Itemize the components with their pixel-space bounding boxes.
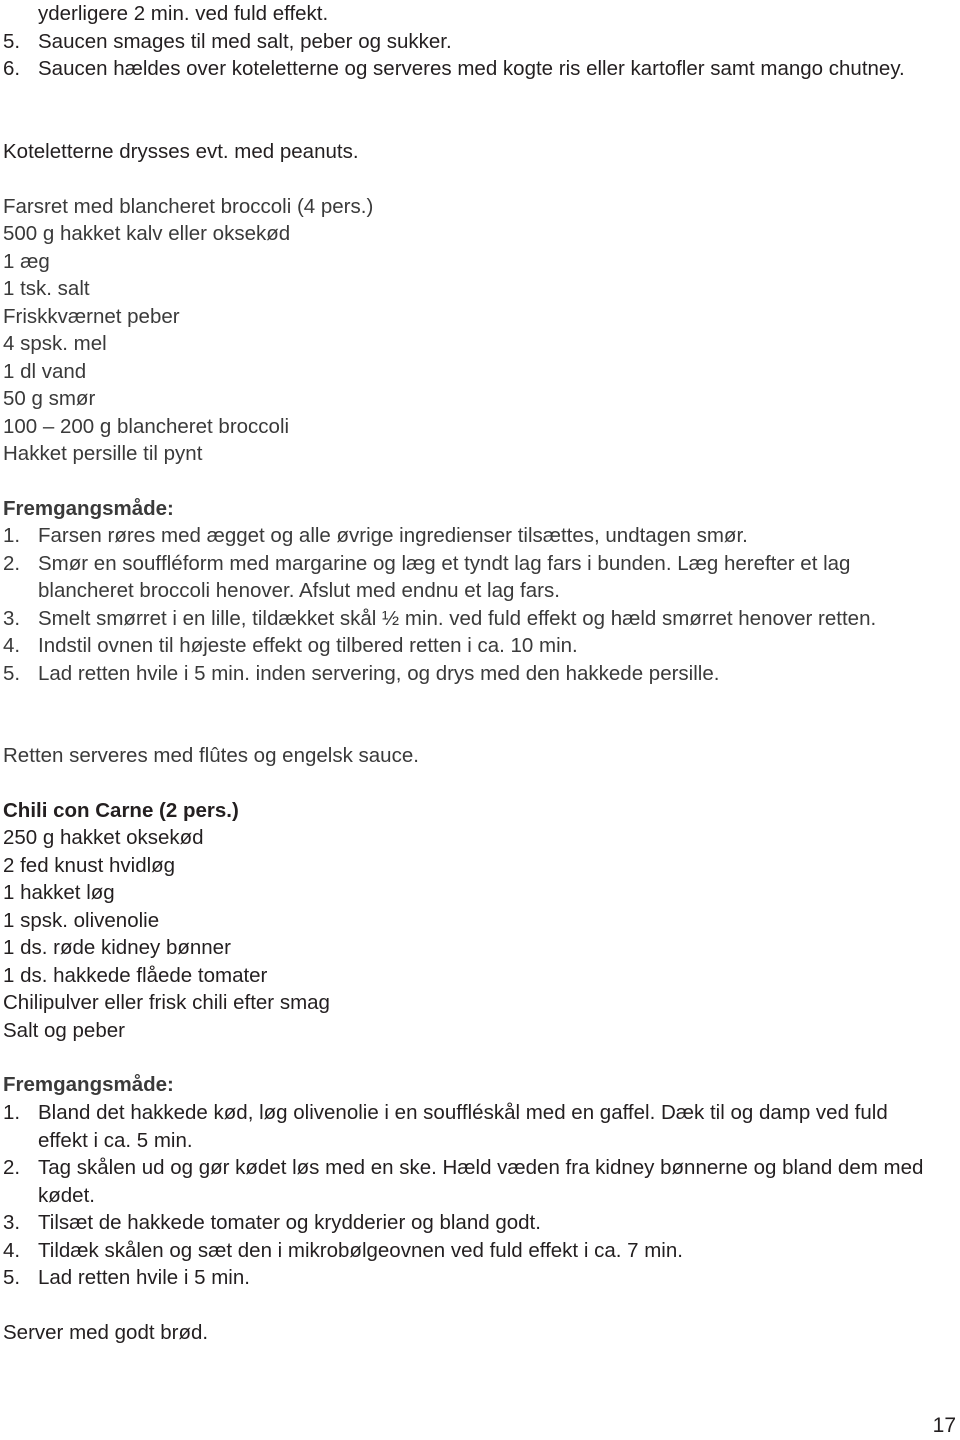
serving-note: Retten serveres med ﬂûtes og engelsk sauce. <box>3 744 419 767</box>
step-number: 2. <box>3 1156 21 1179</box>
step-text: Lad retten hvile i 5 min. <box>38 1266 250 1289</box>
list-item <box>3 1264 943 1292</box>
step-number <box>3 0 38 28</box>
step-text: Tag skålen ud og gør kødet løs med en ske. Hæld væden fra kidney bønnerne og bland dem med kødet. <box>38 1156 924 1207</box>
step-text: Smelt smørret i en lille, tildækket skål ½ min. ved fuld effekt og hæld smørret henover retten. <box>38 606 877 630</box>
method-steps <box>3 522 943 687</box>
recipe-title: Farsret med blancheret broccoli (4 pers.) <box>3 195 374 218</box>
ingredient-list <box>3 220 290 468</box>
method-heading: Fremgangsmåde: <box>3 1073 174 1096</box>
ingredient: 1 dl vand <box>3 359 87 383</box>
continued-steps <box>3 0 943 83</box>
list-item <box>3 660 943 688</box>
step-text: Indstil ovnen til højeste effekt og tilbered retten i ca. 10 min. <box>38 634 578 657</box>
top-note: Koteletterne drysses evt. med peanuts. <box>3 140 359 163</box>
step-text: Saucen hældes over koteletterne og serveres med kogte ris eller kartofler samt mango chutney. <box>38 57 905 80</box>
list-item <box>3 55 943 83</box>
recipe-title: Chili con Carne (2 pers.) <box>3 799 239 822</box>
ingredient: 1 spsk. olivenolie <box>3 908 160 932</box>
ingredient: Salt og peber <box>3 1018 125 1042</box>
step-text: Bland det hakkede kød, løg olivenolie i en soufﬂéskål med en gaffel. Dæk til og damp ved fuld effekt i ca. 5 min. <box>38 1101 888 1152</box>
ingredient: 1 hakket løg <box>3 881 115 904</box>
step-number: 5. <box>3 1266 21 1289</box>
list-item <box>3 28 943 56</box>
step-number: 1. <box>3 524 21 547</box>
list-item <box>3 605 943 633</box>
ingredient-list <box>3 824 330 1044</box>
step-number: 2. <box>3 551 21 575</box>
ingredient: 4 spsk. mel <box>3 332 107 355</box>
step-number: 3. <box>3 1211 21 1234</box>
step-text: Lad retten hvile i 5 min. inden servering, og drys med den hakkede persille. <box>38 661 720 685</box>
step-number: 5. <box>3 661 21 685</box>
ingredient: 1 ds. røde kidney bønner <box>3 936 231 959</box>
ingredient: 1 ds. hakkede ﬂåede tomater <box>3 963 268 987</box>
list-item <box>3 522 943 550</box>
list-item <box>3 1099 943 1154</box>
step-number: 5. <box>3 29 21 53</box>
step-number: 6. <box>3 57 21 80</box>
step-text: Saucen smages til med salt, peber og sukker. <box>38 29 452 53</box>
step-number: 4. <box>3 634 21 657</box>
ingredient: 1 tsk. salt <box>3 277 90 300</box>
ingredient: 1 æg <box>3 249 50 273</box>
list-item <box>3 1154 943 1209</box>
ingredient: 250 g hakket oksekød <box>3 826 204 849</box>
list-item <box>3 1237 943 1265</box>
list-item <box>3 632 943 660</box>
step-number: 3. <box>3 606 21 630</box>
step-text: Farsen røres med ægget og alle øvrige ingredienser tilsættes, undtagen smør. <box>38 524 748 547</box>
step-text: Tilsæt de hakkede tomater og krydderier og bland godt. <box>38 1211 541 1234</box>
serving-note: Server med godt brød. <box>3 1321 209 1344</box>
ingredient: Chilipulver eller frisk chili efter smag <box>3 991 330 1014</box>
step-text: yderligere 2 min. ved fuld effekt. <box>38 2 329 25</box>
ingredient: 500 g hakket kalv eller oksekød <box>3 222 291 245</box>
step-text: Smør en soufﬂéform med margarine og læg et tyndt lag fars i bunden. Læg herefter et lag blancheret broccoli henover. Afslut med endnu et lag fars. <box>38 551 851 602</box>
ingredient: 50 g smør <box>3 387 96 410</box>
step-number: 4. <box>3 1238 21 1262</box>
list-item <box>3 1209 943 1237</box>
list-item <box>3 550 943 605</box>
ingredient: 2 fed knust hvidløg <box>3 853 176 877</box>
method-steps <box>3 1099 943 1292</box>
step-number: 1. <box>3 1101 21 1124</box>
list-item <box>3 0 943 28</box>
ingredient: Hakket persille til pynt <box>3 442 203 465</box>
step-text: Tildæk skålen og sæt den i mikrobølgeovnen ved fuld effekt i ca. 7 min. <box>38 1238 683 1262</box>
ingredient: 100 – 200 g blancheret broccoli <box>3 414 290 438</box>
method-heading: Fremgangsmåde: <box>3 497 174 520</box>
ingredient: Friskkværnet peber <box>3 304 180 328</box>
page-number: 17 <box>932 1414 956 1437</box>
